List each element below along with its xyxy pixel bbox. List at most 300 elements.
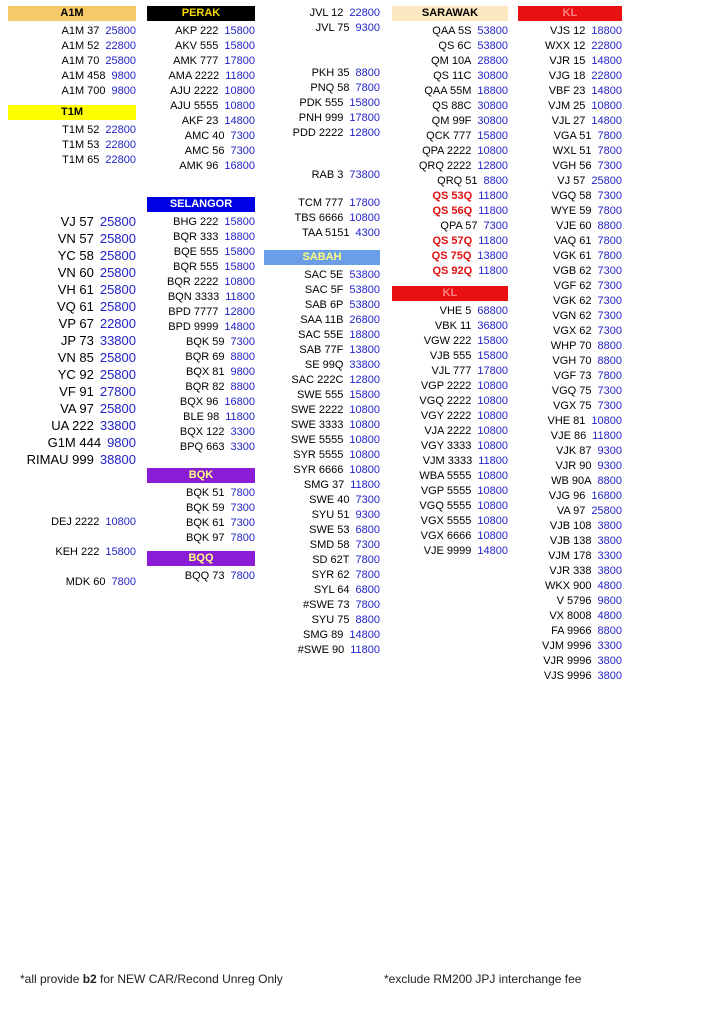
plate-row xyxy=(8,400,136,417)
plate-row xyxy=(518,219,622,234)
plate-price: 30800 xyxy=(477,70,508,82)
plate-price: 9300 xyxy=(355,509,380,521)
plate-number: BPQ 663 xyxy=(179,441,225,453)
header-bqk: BQK xyxy=(147,468,255,483)
plate-price: 10800 xyxy=(477,395,508,407)
plate-number: VGX 6666 xyxy=(420,530,472,542)
plate-row xyxy=(8,230,136,247)
plate-price: 7300 xyxy=(597,160,622,172)
plate-price: 16800 xyxy=(224,396,255,408)
plate-number: QS 53Q xyxy=(432,190,473,202)
plate-price: 16800 xyxy=(224,160,255,172)
plate-price: 10800 xyxy=(349,464,380,476)
plate-price: 25800 xyxy=(99,265,136,280)
plate-number: BQK 97 xyxy=(185,532,225,544)
plate-price: 7800 xyxy=(355,599,380,611)
column-2 xyxy=(147,6,255,584)
plate-row xyxy=(392,319,508,334)
plate-price: 22800 xyxy=(591,70,622,82)
plate-price: 3800 xyxy=(597,565,622,577)
plate-number: VBF 23 xyxy=(548,85,586,97)
plate-number: SAC 222C xyxy=(291,374,344,386)
plate-number: BQR 2222 xyxy=(167,276,219,288)
plate-price: 22800 xyxy=(349,7,380,19)
plate-price: 3800 xyxy=(597,670,622,682)
plate-number: VGX 5555 xyxy=(420,515,472,527)
plate-price: 16800 xyxy=(591,490,622,502)
plate-row xyxy=(147,320,255,335)
plate-number: SE 99Q xyxy=(304,359,344,371)
plate-price: 10800 xyxy=(477,500,508,512)
plate-number: AMC 56 xyxy=(184,145,225,157)
plate-price: 53800 xyxy=(477,25,508,37)
plate-number: VA 97 xyxy=(60,401,94,416)
plate-price: 8800 xyxy=(355,67,380,79)
plate-number: JP 73 xyxy=(60,333,94,348)
plate-row xyxy=(518,249,622,264)
plate-row xyxy=(518,384,622,399)
plate-price: 9800 xyxy=(111,85,136,97)
plate-price: 15800 xyxy=(349,389,380,401)
footnote-left-prefix: *all provide xyxy=(20,972,83,986)
plate-number: VGX 75 xyxy=(552,400,592,412)
plate-price: 7300 xyxy=(597,325,622,337)
plate-row xyxy=(264,388,380,403)
plate-number: WHP 70 xyxy=(550,340,592,352)
plate-number: QAA 55M xyxy=(424,85,472,97)
plate-number: A1M 70 xyxy=(61,55,100,67)
plate-price: 22800 xyxy=(591,40,622,52)
plate-row xyxy=(147,114,255,129)
plate-row xyxy=(518,159,622,174)
plate-price: 10800 xyxy=(477,145,508,157)
list-bqq xyxy=(147,569,255,584)
plate-price: 11800 xyxy=(350,644,380,656)
footnote-left xyxy=(20,972,283,986)
plate-number: VJR 15 xyxy=(549,55,586,67)
list-dej xyxy=(8,515,136,530)
plate-price: 10800 xyxy=(224,85,255,97)
plate-row xyxy=(392,334,508,349)
plate-price: 11800 xyxy=(478,190,508,202)
plate-number: VJR 90 xyxy=(555,460,592,472)
plate-row xyxy=(392,484,508,499)
plate-row xyxy=(264,81,380,96)
plate-number: VGQ 75 xyxy=(551,385,592,397)
plate-price: 12800 xyxy=(477,160,508,172)
plate-price: 14800 xyxy=(224,321,255,333)
plate-row xyxy=(518,39,622,54)
plate-row xyxy=(147,305,255,320)
plate-number: SWE 555 xyxy=(296,389,344,401)
plate-price: 3300 xyxy=(597,550,622,562)
plate-number: VJM 9996 xyxy=(541,640,592,652)
plate-number: T1M 52 xyxy=(62,124,100,136)
plate-number: VJE 60 xyxy=(556,220,592,232)
plate-number: SWE 40 xyxy=(309,494,350,506)
plate-number: QCK 777 xyxy=(426,130,472,142)
plate-row xyxy=(147,486,255,501)
plate-number: SYR 5555 xyxy=(293,449,344,461)
plate-number: YC 58 xyxy=(57,248,94,263)
plate-price: 7300 xyxy=(230,517,255,529)
plate-row xyxy=(8,515,136,530)
plate-number: VBK 11 xyxy=(434,320,472,332)
plate-price: 3800 xyxy=(597,535,622,547)
plate-number: FA 9966 xyxy=(551,625,592,637)
plate-number: #SWE 73 xyxy=(303,599,350,611)
plate-row xyxy=(264,6,380,21)
list-kl-1 xyxy=(392,304,508,559)
plate-row xyxy=(264,583,380,598)
plate-row xyxy=(147,245,255,260)
plate-price: 10800 xyxy=(349,419,380,431)
plate-price: 7800 xyxy=(230,487,255,499)
plate-row xyxy=(8,545,136,560)
plate-row xyxy=(147,39,255,54)
plate-row xyxy=(147,260,255,275)
list-bqk xyxy=(147,486,255,546)
plate-number: VJE 9999 xyxy=(423,545,472,557)
plate-price: 73800 xyxy=(349,169,380,181)
plate-number: JVL 12 xyxy=(309,7,344,19)
plate-number: AMK 777 xyxy=(173,55,219,67)
plate-price: 10800 xyxy=(477,530,508,542)
plate-row xyxy=(392,159,508,174)
plate-price: 15800 xyxy=(477,350,508,362)
plate-price: 25800 xyxy=(105,55,136,67)
plate-row xyxy=(264,168,380,183)
plate-row xyxy=(392,499,508,514)
plate-row xyxy=(518,309,622,324)
plate-row xyxy=(264,358,380,373)
plate-price: 33800 xyxy=(99,418,136,433)
footnote-right: *exclude RM200 JPJ interchange fee xyxy=(384,972,582,986)
plate-number: VJG 18 xyxy=(548,70,586,82)
header-kl-1: KL xyxy=(392,286,508,301)
plate-row xyxy=(518,114,622,129)
plate-price: 25800 xyxy=(99,350,136,365)
plate-row xyxy=(8,138,136,153)
plate-row xyxy=(392,39,508,54)
plate-row xyxy=(264,508,380,523)
plate-row xyxy=(147,350,255,365)
plate-number: VJR 338 xyxy=(549,565,592,577)
plate-price: 7800 xyxy=(230,570,255,582)
plate-price: 7300 xyxy=(355,539,380,551)
plate-row xyxy=(392,424,508,439)
plate-price: 10800 xyxy=(477,470,508,482)
plate-price: 18800 xyxy=(477,85,508,97)
plate-number: BQX 96 xyxy=(179,396,219,408)
plate-price: 7300 xyxy=(597,400,622,412)
plate-row xyxy=(392,364,508,379)
plate-row xyxy=(518,489,622,504)
plate-price: 10800 xyxy=(224,276,255,288)
header-perak: PERAK xyxy=(147,6,255,21)
plate-price: 4800 xyxy=(597,580,622,592)
plate-row xyxy=(392,129,508,144)
plate-number: QPA 2222 xyxy=(422,145,472,157)
plate-row xyxy=(518,189,622,204)
plate-number: PNQ 58 xyxy=(310,82,350,94)
plate-number: VGQ 58 xyxy=(551,190,592,202)
list-sabah xyxy=(264,268,380,658)
header-a1m: A1M xyxy=(8,6,136,21)
plate-price: 12800 xyxy=(349,127,380,139)
plate-price: 30800 xyxy=(477,115,508,127)
plate-number: VQ 61 xyxy=(56,299,94,314)
plate-row xyxy=(392,544,508,559)
plate-row xyxy=(392,204,508,219)
plate-number: PKH 35 xyxy=(311,67,350,79)
plate-row xyxy=(264,313,380,328)
plate-price: 27800 xyxy=(99,384,136,399)
plate-price: 33800 xyxy=(99,333,136,348)
plate-row xyxy=(264,403,380,418)
plate-price: 53800 xyxy=(349,299,380,311)
plate-number: BQN 3333 xyxy=(167,291,220,303)
plate-number: VGH 70 xyxy=(552,355,592,367)
plate-row xyxy=(518,54,622,69)
plate-number: VN 57 xyxy=(57,231,94,246)
plate-row xyxy=(264,598,380,613)
plate-number: WXX 12 xyxy=(545,40,586,52)
plate-price: 7300 xyxy=(230,145,255,157)
plate-row xyxy=(147,410,255,425)
plate-row xyxy=(518,354,622,369)
plate-number: WYE 59 xyxy=(551,205,592,217)
plate-row xyxy=(8,54,136,69)
plate-number: AKP 222 xyxy=(175,25,219,37)
plate-number: AJU 5555 xyxy=(170,100,219,112)
plate-number: QS 75Q xyxy=(431,250,472,262)
plate-price: 7800 xyxy=(597,370,622,382)
plate-number: VGP 5555 xyxy=(420,485,472,497)
plate-number: VJK 87 xyxy=(556,445,592,457)
plate-price: 7300 xyxy=(597,385,622,397)
plate-price: 11800 xyxy=(225,411,255,423)
plate-row xyxy=(147,516,255,531)
plate-number: G1M 444 xyxy=(47,435,102,450)
plate-row xyxy=(147,365,255,380)
plate-number: SAB 6P xyxy=(304,299,344,311)
plate-number: VGX 62 xyxy=(552,325,592,337)
plate-row xyxy=(8,123,136,138)
plate-number: A1M 52 xyxy=(61,40,100,52)
plate-price: 14800 xyxy=(591,85,622,97)
plate-number: QS 11C xyxy=(433,70,472,82)
plate-row xyxy=(518,69,622,84)
plate-number: MDK 60 xyxy=(65,576,106,588)
plate-row xyxy=(147,99,255,114)
plate-row xyxy=(147,335,255,350)
header-sabah: SABAH xyxy=(264,250,380,265)
plate-number: QS 6C xyxy=(438,40,472,52)
plate-number: AJU 2222 xyxy=(170,85,219,97)
plate-row xyxy=(392,379,508,394)
list-perak xyxy=(147,24,255,174)
plate-row xyxy=(147,69,255,84)
plate-row xyxy=(392,529,508,544)
plate-price: 15800 xyxy=(105,546,136,558)
footnote-left-bold: b2 xyxy=(82,972,97,986)
plate-price: 25800 xyxy=(99,299,136,314)
plate-row xyxy=(392,114,508,129)
plate-price: 7800 xyxy=(355,554,380,566)
plate-price: 10800 xyxy=(224,100,255,112)
plate-number: AMA 2222 xyxy=(168,70,220,82)
plate-price: 25800 xyxy=(99,282,136,297)
plate-number: VGQ 5555 xyxy=(419,500,472,512)
plate-row xyxy=(518,474,622,489)
plate-row xyxy=(518,99,622,114)
plate-number: RIMAU 999 xyxy=(26,452,94,467)
plate-price: 11800 xyxy=(350,479,380,491)
plate-row xyxy=(392,84,508,99)
plate-row xyxy=(264,126,380,141)
plate-row xyxy=(147,84,255,99)
plate-price: 7800 xyxy=(230,532,255,544)
plate-number: BPD 9999 xyxy=(168,321,219,333)
plate-number: VJL 777 xyxy=(431,365,472,377)
plate-price: 8800 xyxy=(597,340,622,352)
plate-row xyxy=(8,84,136,99)
plate-number: BQR 69 xyxy=(185,351,225,363)
plate-row xyxy=(147,569,255,584)
plate-price: 8800 xyxy=(597,220,622,232)
plate-number: RAB 3 xyxy=(311,169,344,181)
plate-number: VJB 108 xyxy=(549,520,592,532)
plate-row xyxy=(264,21,380,36)
plate-number: VGK 62 xyxy=(552,295,592,307)
plate-row xyxy=(518,609,622,624)
plate-number: BQQ 73 xyxy=(184,570,225,582)
plate-price: 17800 xyxy=(349,197,380,209)
plate-number: VN 85 xyxy=(57,350,94,365)
plate-row xyxy=(264,463,380,478)
plate-price: 3800 xyxy=(597,520,622,532)
plate-price: 10800 xyxy=(349,212,380,224)
list-tcm xyxy=(264,196,380,241)
plate-price: 14800 xyxy=(224,115,255,127)
plate-row xyxy=(8,383,136,400)
plate-row xyxy=(518,669,622,684)
plate-price: 25800 xyxy=(105,25,136,37)
plate-row xyxy=(518,174,622,189)
plate-price: 18800 xyxy=(349,329,380,341)
header-selangor: SELANGOR xyxy=(147,197,255,212)
plate-number: YC 92 xyxy=(57,367,94,382)
list-p xyxy=(264,66,380,141)
plate-row xyxy=(8,332,136,349)
plate-row xyxy=(264,211,380,226)
header-kl-2: KL xyxy=(518,6,622,21)
plate-row xyxy=(518,459,622,474)
plate-number: SAC 5E xyxy=(304,269,344,281)
plate-number: KEH 222 xyxy=(55,546,100,558)
plate-row xyxy=(518,654,622,669)
plate-price: 8800 xyxy=(597,625,622,637)
list-a1m xyxy=(8,24,136,99)
plate-number: PNH 999 xyxy=(298,112,344,124)
plate-row xyxy=(147,275,255,290)
plate-price: 22800 xyxy=(99,316,136,331)
plate-row xyxy=(264,66,380,81)
plate-row xyxy=(518,144,622,159)
plate-price: 17800 xyxy=(477,365,508,377)
plate-price: 22800 xyxy=(105,40,136,52)
plate-row xyxy=(8,349,136,366)
plate-number: BQK 51 xyxy=(185,487,225,499)
plate-number: BPD 7777 xyxy=(168,306,219,318)
plate-number: VX 8008 xyxy=(549,610,592,622)
plate-price: 11800 xyxy=(478,455,508,467)
plate-price: 11800 xyxy=(225,70,255,82)
plate-price: 22800 xyxy=(105,124,136,136)
plate-row xyxy=(392,69,508,84)
plate-row xyxy=(392,234,508,249)
plate-number: VGY 3333 xyxy=(420,440,472,452)
plate-price: 6800 xyxy=(355,584,380,596)
plate-number: VGF 73 xyxy=(553,370,592,382)
plate-row xyxy=(147,230,255,245)
plate-price: 7300 xyxy=(230,502,255,514)
plate-row xyxy=(392,144,508,159)
plate-number: PDK 555 xyxy=(299,97,344,109)
plate-price: 10800 xyxy=(477,380,508,392)
plate-number: VJB 555 xyxy=(429,350,472,362)
plate-number: SWE 3333 xyxy=(290,419,344,431)
plate-row xyxy=(518,504,622,519)
plate-number: SYU 51 xyxy=(311,509,350,521)
plate-row xyxy=(518,594,622,609)
plate-number: VGY 2222 xyxy=(420,410,472,422)
plate-row xyxy=(264,568,380,583)
plate-price: 9300 xyxy=(355,22,380,34)
plate-number: QS 56Q xyxy=(432,205,473,217)
plate-number: VGK 61 xyxy=(552,250,592,262)
plate-row xyxy=(8,213,136,230)
plate-row xyxy=(518,444,622,459)
plate-price: 15800 xyxy=(224,40,255,52)
footnote-left-suffix: for NEW CAR/Recond Unreg Only xyxy=(96,972,283,986)
plate-number: QRQ 2222 xyxy=(418,160,472,172)
plate-row xyxy=(8,69,136,84)
plate-row xyxy=(518,129,622,144)
plate-price: 28800 xyxy=(477,55,508,67)
plate-row xyxy=(392,24,508,39)
plate-row xyxy=(8,575,136,590)
plate-number: VH 61 xyxy=(57,282,94,297)
plate-price: 7800 xyxy=(597,130,622,142)
plate-price: 25800 xyxy=(99,231,136,246)
plate-row xyxy=(264,478,380,493)
plate-row xyxy=(392,409,508,424)
plate-number: VJA 2222 xyxy=(424,425,472,437)
plate-number: BQX 81 xyxy=(185,366,225,378)
plate-price: 11800 xyxy=(225,291,255,303)
plate-number: VHE 5 xyxy=(439,305,472,317)
plate-number: VJS 9996 xyxy=(543,670,592,682)
plate-price: 11800 xyxy=(478,205,508,217)
list-misc xyxy=(8,213,136,468)
plate-price: 18800 xyxy=(591,25,622,37)
plate-row xyxy=(147,144,255,159)
plate-number: UA 222 xyxy=(51,418,94,433)
plate-price: 14800 xyxy=(349,629,380,641)
plate-number: T1M 65 xyxy=(62,154,100,166)
